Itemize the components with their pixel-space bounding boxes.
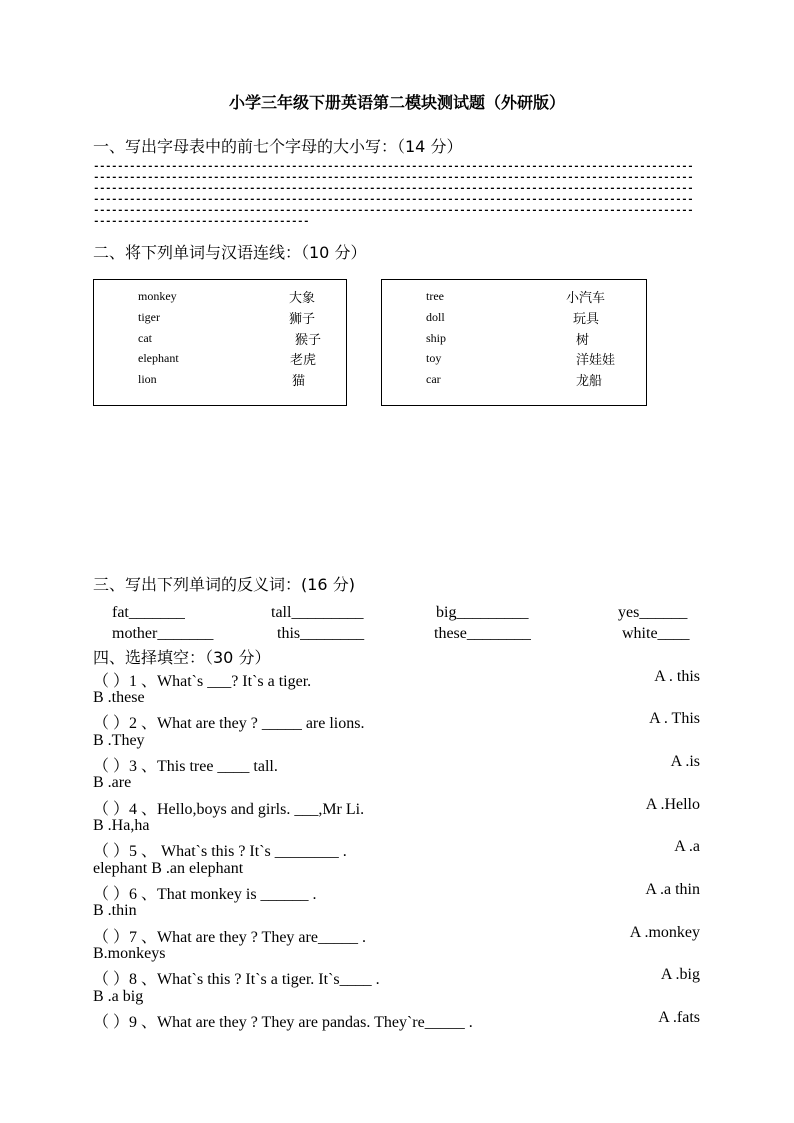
chinese-word: 猫 xyxy=(292,374,306,389)
antonym-item: mother_______ xyxy=(112,625,214,642)
section-4-heading: 四、选择填空：（30 分） xyxy=(93,648,271,667)
english-word: cat xyxy=(138,331,152,345)
english-word: tree xyxy=(426,289,444,303)
answer-line: ---------------------------------------------------------------------------------------------------- xyxy=(93,205,694,217)
antonym-item: this________ xyxy=(277,625,365,642)
question-stem: （ ）7 、What are they ? They are_____ . xyxy=(93,929,366,946)
chinese-word: 洋娃娃 xyxy=(576,353,616,368)
option-b: B .thin xyxy=(93,902,137,919)
chinese-word: 玩具 xyxy=(573,312,600,327)
option-a: A .fats xyxy=(658,1009,700,1026)
answer-line: ---------------------------------------------------------------------------------------------------- xyxy=(93,172,694,184)
option-a: A .a xyxy=(674,838,700,855)
option-a: A .monkey xyxy=(629,924,700,941)
english-word: lion xyxy=(138,372,157,386)
option-a: A . This xyxy=(649,710,700,727)
chinese-word: 大象 xyxy=(289,291,316,306)
chinese-word: 龙船 xyxy=(576,374,603,389)
antonym-item: yes______ xyxy=(618,604,688,621)
english-word: toy xyxy=(426,351,442,365)
chinese-word: 小汽车 xyxy=(566,291,606,306)
section-1-heading: 一、写出字母表中的前七个字母的大小写：（14 分） xyxy=(93,137,463,156)
section-2-heading: 二、将下列单词与汉语连线：（10 分） xyxy=(93,243,367,262)
answer-line: ---------------------------------------------------------------------------------------------------- xyxy=(93,183,694,195)
antonym-item: fat_______ xyxy=(112,604,185,621)
answer-line: ---------------------------------------------------------------------------------------------------- xyxy=(93,161,694,173)
question-stem: （ ）9 、What are they ? They are pandas. They`re_____ . xyxy=(93,1014,473,1031)
option-b: B .Ha,ha xyxy=(93,817,150,834)
english-word: elephant xyxy=(138,351,179,365)
question-stem: （ ）4 、Hello,boys and girls. ___,Mr Li. xyxy=(93,801,365,818)
option-a: A .Hello xyxy=(645,796,700,813)
antonym-item: big_________ xyxy=(436,604,529,621)
antonym-item: white____ xyxy=(622,625,690,642)
question-stem: （ ）2 、What are they ? _____ are lions. xyxy=(93,715,365,732)
option-b: B .these xyxy=(93,689,145,706)
question-stem: （ ）1 、What`s ___? It`s a tiger. xyxy=(93,673,312,690)
english-word: monkey xyxy=(138,289,177,303)
option-a: A . this xyxy=(654,668,700,685)
question-stem: （ ）8 、What`s this ? It`s a tiger. It`s____ . xyxy=(93,971,380,988)
antonym-item: tall_________ xyxy=(271,604,364,621)
match-box-left xyxy=(93,279,347,406)
page-title: 小学三年级下册英语第二模块测试题（外研版） xyxy=(228,93,565,112)
chinese-word: 老虎 xyxy=(290,353,317,368)
english-word: car xyxy=(426,372,441,386)
chinese-word: 树 xyxy=(576,333,590,348)
question-stem: （ ）6 、That monkey is ______ . xyxy=(93,886,317,903)
option-b: B .a big xyxy=(93,988,144,1005)
section-3-heading: 三、写出下列单词的反义词：(16 分) xyxy=(93,575,355,594)
question-stem: （ ）3 、This tree ____ tall. xyxy=(93,758,278,775)
question-stem: （ ）5 、 What`s this ? It`s ________ . xyxy=(93,843,347,860)
antonym-item: these________ xyxy=(434,625,531,642)
chinese-word: 狮子 xyxy=(289,312,316,327)
chinese-word: 猴子 xyxy=(295,333,322,348)
english-word: tiger xyxy=(138,310,160,324)
option-a: A .big xyxy=(660,966,700,983)
answer-line: ------------------------------------ xyxy=(93,216,310,228)
english-word: ship xyxy=(426,331,447,345)
option-b: elephant B .an elephant xyxy=(93,860,244,877)
option-a: A .is xyxy=(670,753,700,770)
option-b: B .They xyxy=(93,732,145,749)
match-box-right xyxy=(381,279,647,406)
answer-line: ---------------------------------------------------------------------------------------------------- xyxy=(93,194,694,206)
english-word: doll xyxy=(426,310,445,324)
option-a: A .a thin xyxy=(645,881,700,898)
option-b: B.monkeys xyxy=(93,945,166,962)
option-b: B .are xyxy=(93,774,132,791)
